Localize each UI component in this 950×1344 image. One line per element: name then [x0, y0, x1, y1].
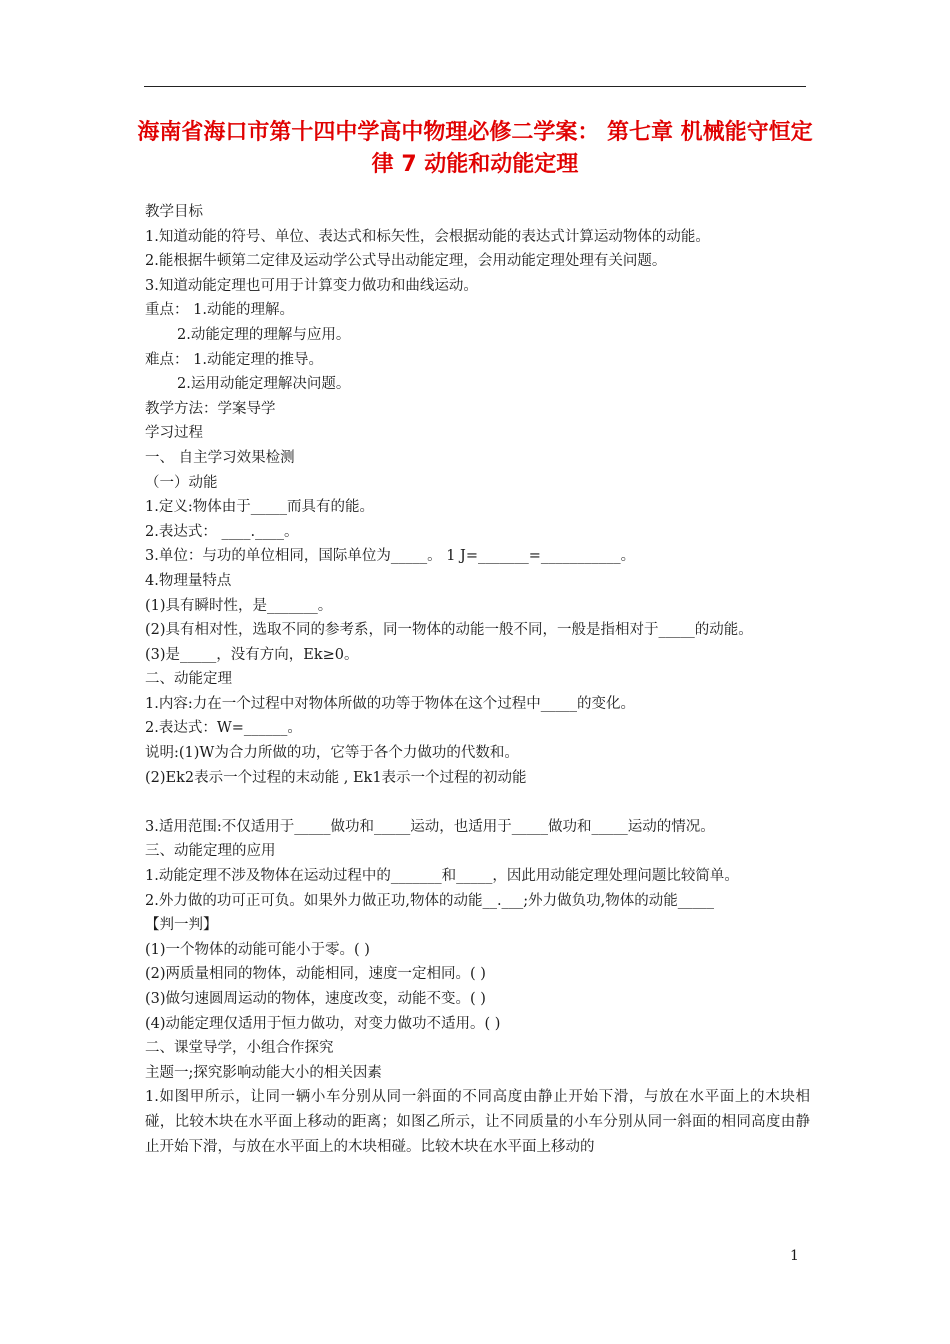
objective-item: 3.知道动能定理也可用于计算变力做功和曲线运动。: [145, 277, 478, 294]
note-item: 说明:(1)W为合力所做的功，它等于各个力做功的代数和。: [145, 745, 519, 762]
fill-in-item: 4.物理量特点: [145, 572, 232, 589]
key-point: 重点： 1.动能的理解。: [145, 302, 294, 319]
key-point: 2.动能定理的理解与应用。: [177, 326, 351, 343]
section-heading: 三、动能定理的应用: [145, 843, 276, 860]
section-heading: 学习过程: [145, 425, 203, 442]
fill-in-item: 1.动能定理不涉及物体在运动过程中的_______和_____，因此用动能定理处理问题比较简单。: [145, 868, 739, 885]
fill-in-item: (2)具有相对性，选取不同的参考系，同一物体的动能一般不同，一般是指相对于_____的动能。: [145, 622, 753, 639]
true-false-item: (3)做匀速圆周运动的物体，速度改变，动能不变。( ): [145, 991, 486, 1007]
difficult-point: 2.运用动能定理解决问题。: [177, 376, 351, 393]
document-body: [145, 200, 810, 1159]
paragraph: 1.如图甲所示，让同一辆小车分别从同一斜面的不同高度由静止开始下滑，与放在水平面上的木块相碰，比较木块在水平面上移动的距离；如图乙所示，让不同质量的小车分别从同一斜面的相同高度由静止开始下滑，与放在水平面上的木块相碰。比较木块在水平面上移动的: [145, 1089, 810, 1155]
section-heading: 一、 自主学习效果检测: [145, 449, 295, 466]
header-rule: [144, 86, 806, 87]
section-heading: 二、动能定理: [145, 671, 232, 688]
page-number: 1: [790, 1248, 799, 1264]
fill-in-item: 2.外力做的功可正可负。如果外力做正功,物体的动能__.___;外力做负功,物体的动能_____: [145, 892, 715, 909]
true-false-item: (2)两质量相同的物体，动能相同，速度一定相同。( ): [145, 966, 486, 983]
fill-in-item: (3)是_____，没有方向，Ek≥0。: [145, 646, 359, 663]
objective-item: 1.知道动能的符号、单位、表达式和标矢性，会根据动能的表达式计算运动物体的动能。: [145, 228, 710, 245]
fill-in-item: (1)具有瞬时性，是_______。: [145, 597, 333, 614]
section-heading: 二、课堂导学，小组合作探究: [145, 1040, 334, 1057]
topic-heading: 主题一;探究影响动能大小的相关因素: [145, 1064, 382, 1081]
true-false-item: (4)动能定理仅适用于恒力做功，对变力做功不适用。( ): [145, 1015, 501, 1032]
teaching-method: 教学方法：学案导学: [145, 400, 276, 417]
fill-in-item: 1.定义:物体由于_____而具有的能。: [145, 499, 374, 516]
objective-item: 2.能根据牛顿第二定律及运动学公式导出动能定理，会用动能定理处理有关问题。: [145, 253, 667, 270]
difficult-point: 难点： 1.动能定理的推导。: [145, 351, 323, 368]
note-item: (2)Ek2表示一个过程的末动能 , Ek1表示一个过程的初动能: [145, 769, 527, 786]
fill-in-item: 2.表达式：W=______。: [145, 720, 302, 737]
fill-in-item: 2.表达式： ____.____。: [145, 523, 299, 540]
true-false-item: (1)一个物体的动能可能小于零。( ): [145, 941, 370, 958]
subsection-heading: 【判一判】: [145, 917, 218, 934]
fill-in-item: 3.适用范围:不仅适用于_____做功和_____运动，也适用于_____做功和_____运动的情况。: [145, 818, 715, 835]
section-heading: 教学目标: [145, 204, 203, 220]
document-title: 海南省海口市第十四中学高中物理必修二学案： 第七章 机械能守恒定律 7 动能和动能定理: [137, 120, 813, 177]
subsection-heading: （一）动能: [145, 474, 218, 491]
fill-in-item: 1.内容:力在一个过程中对物体所做的功等于物体在这个过程中_____的变化。: [145, 695, 635, 712]
blank-line: [145, 790, 810, 815]
fill-in-item: 3.单位：与功的单位相同，国际单位为_____。 1 J=_______=___________。: [145, 548, 636, 565]
